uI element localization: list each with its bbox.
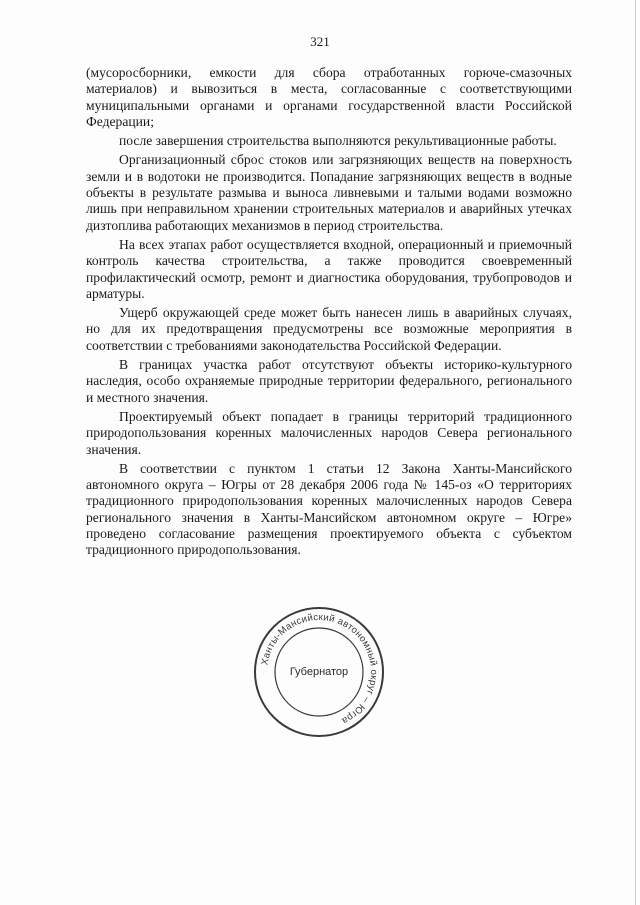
page-edge-line: [635, 0, 636, 905]
page-number: 321: [310, 34, 330, 49]
paragraph-6: В границах участка работ отсутствуют объекты историко-культурного наследия, особо охраняемые природные территории федерального, регионального и местного значения.: [86, 357, 572, 405]
paragraph-5: Ущерб окружающей среде может быть нанесен лишь в аварийных случаях, но для их предотвращения предусмотрены все возможные мероприятия в соответствии с требованиями законодательства Российской Федерации.: [86, 305, 572, 353]
official-stamp: [251, 604, 387, 740]
paragraph-3: Организационный сброс стоков или загрязняющих веществ на поверхность земли и в водотоки не производится. Попадание загрязняющих веществ в водные объекты в результате размыва и выноса ливневыми и талыми водами возможно лишь при неправильном хранении строительных материалов и аварийных утечках дизтоплива работающих механизмов в период строительства.: [86, 152, 572, 233]
document-body: [86, 65, 572, 559]
paragraph-2: после завершения строительства выполняются рекультивационные работы.: [119, 133, 557, 149]
paragraph-1: (мусоросборники, емкости для сбора отработанных горюче-смазочных материалов) и вывозиться в места, согласованные с соответствующими муниципальными органами и органами государственной власти Российской Федерации;: [86, 65, 572, 129]
paragraph-4: На всех этапах работ осуществляется входной, операционный и приемочный контроль качества строительства, а также проводится своевременный профилактический осмотр, ремонт и диагностика оборудования, трубопроводов и арматуры.: [86, 236, 572, 301]
paragraph-8: В соответствии с пунктом 1 статьи 12 Закона Ханты-Мансийского автономного округа – Югры от 28 декабря 2006 года № 145-оз «О территориях традиционного природопользования коренных малочисленных народов Севера регионального значения в Ханты-Мансийском автономном округе – Югре» проведено согласование размещения проектируемого объекта с субъектом традиционного природопользования.: [86, 460, 572, 558]
stamp-center-text: Губернатор: [289, 666, 349, 678]
stamp-ring-text: Ханты-Мансийский автономный округ – Югра: [259, 611, 380, 727]
paragraph-7: Проектируемый объект попадает в границы территорий традиционного природопользования коренных малочисленных народов Севера регионального значения.: [86, 408, 572, 457]
